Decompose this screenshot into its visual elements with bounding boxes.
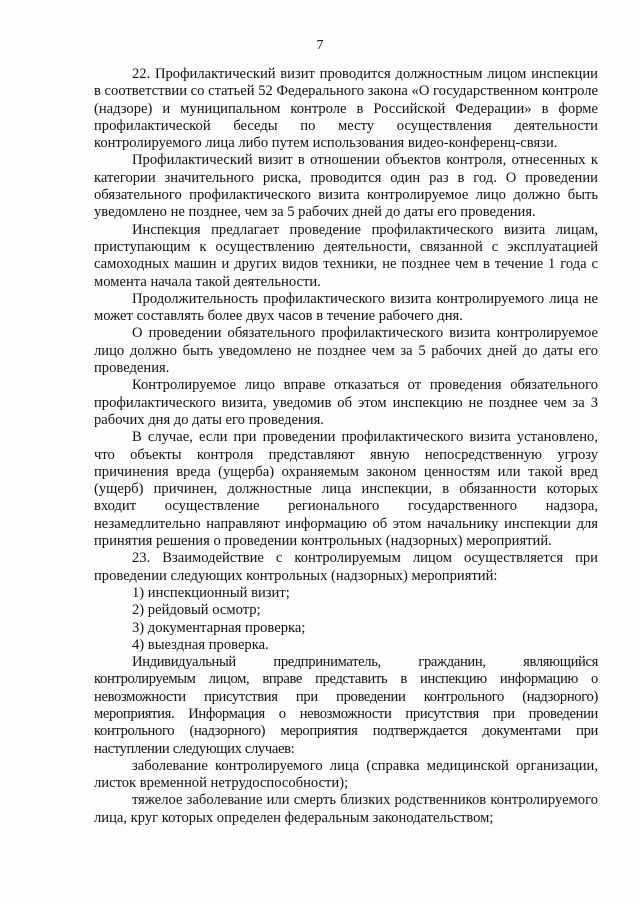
paragraph-refusal: Контролируемое лицо вправе отказаться от проведения обязательного профилактического визита, уведомив об этом инспекцию не позднее чем за 3 рабочих дня до даты его проведения. — [94, 377, 598, 428]
list-item: 3) документарная проверка; — [132, 619, 306, 636]
document-body — [94, 66, 598, 827]
list-item: 1) инспекционный визит; — [132, 584, 290, 601]
page-number: 7 — [316, 38, 324, 53]
paragraph-illness: заболевание контролируемого лица (справка медицинской организации, листок временной нетрудоспособности); — [94, 757, 598, 792]
paragraph-absence-info: Индивидуальный предприниматель, гражданин, являющийся контролируемым лицом, вправе представить в инспекцию информацию о невозможности присутствия при проведении контрольного (надзорного) мероприятия. Информация о невозможности присутствия при проведении контрольного (надзорного) мероприятия подтверждается документами при наступлении следующих случаев: — [94, 654, 598, 757]
paragraph-22: 22. Профилактический визит проводится должностным лицом инспекции в соответствии со статьей 52 Федерального закона «О государственном контроле (надзоре) и муниципальном контроле в Российской Федерации» в форме профилактической беседы по месту осуществления деятельности контролируемого лица либо путем использования видео-конференц-связи. — [94, 66, 598, 152]
paragraph-duration: Продолжительность профилактического визита контролируемого лица не может составлять более двух часов в течение рабочего дня. — [94, 290, 598, 325]
paragraph-notification: О проведении обязательного профилактического визита контролируемое лицо должно быть уведомлено не позднее чем за 5 рабочих дней до даты его проведения. — [94, 325, 598, 377]
paragraph-23: 23. Взаимодействие с контролируемым лицом осуществляется при проведении следующих контрольных (надзорных) мероприятий: — [94, 550, 598, 584]
paragraph-new-activity: Инспекция предлагает проведение профилактического визита лицам, приступающим к осуществлению деятельности, связанной с эксплуатацией самоходных машин и других видов техники, не позднее чем в течение 1 года с момента начала такой деятельности. — [94, 221, 598, 290]
list-item: 4) выездная проверка. — [132, 636, 269, 653]
paragraph-relatives: тяжелое заболевание или смерть близких родственников контролируемого лица, круг которых определен федеральным законодательством; — [94, 792, 598, 826]
paragraph-threat: В случае, если при проведении профилактического визита установлено, что объекты контроля представляют явную непосредственную угрозу причинения вреда (ущерба) охраняемым законом ценностям или такой вред (ущерб) причинен, должностные лица инспекции, в обязанности которых входит осуществление регионального государственного надзора, незамедлительно направляют информацию об этом начальнику инспекции для принятия решения о проведении контрольных (надзорных) мероприятий. — [94, 429, 598, 550]
list-item: 2) рейдовый осмотр; — [132, 602, 261, 619]
paragraph-visit-frequency: Профилактический визит в отношении объектов контроля, отнесенных к категории значительного риска, проводится один раз в год. О проведении обязательного профилактического визита контролируемое лицо должно быть уведомлено не позднее, чем за 5 рабочих дней до даты его проведения. — [94, 152, 598, 221]
